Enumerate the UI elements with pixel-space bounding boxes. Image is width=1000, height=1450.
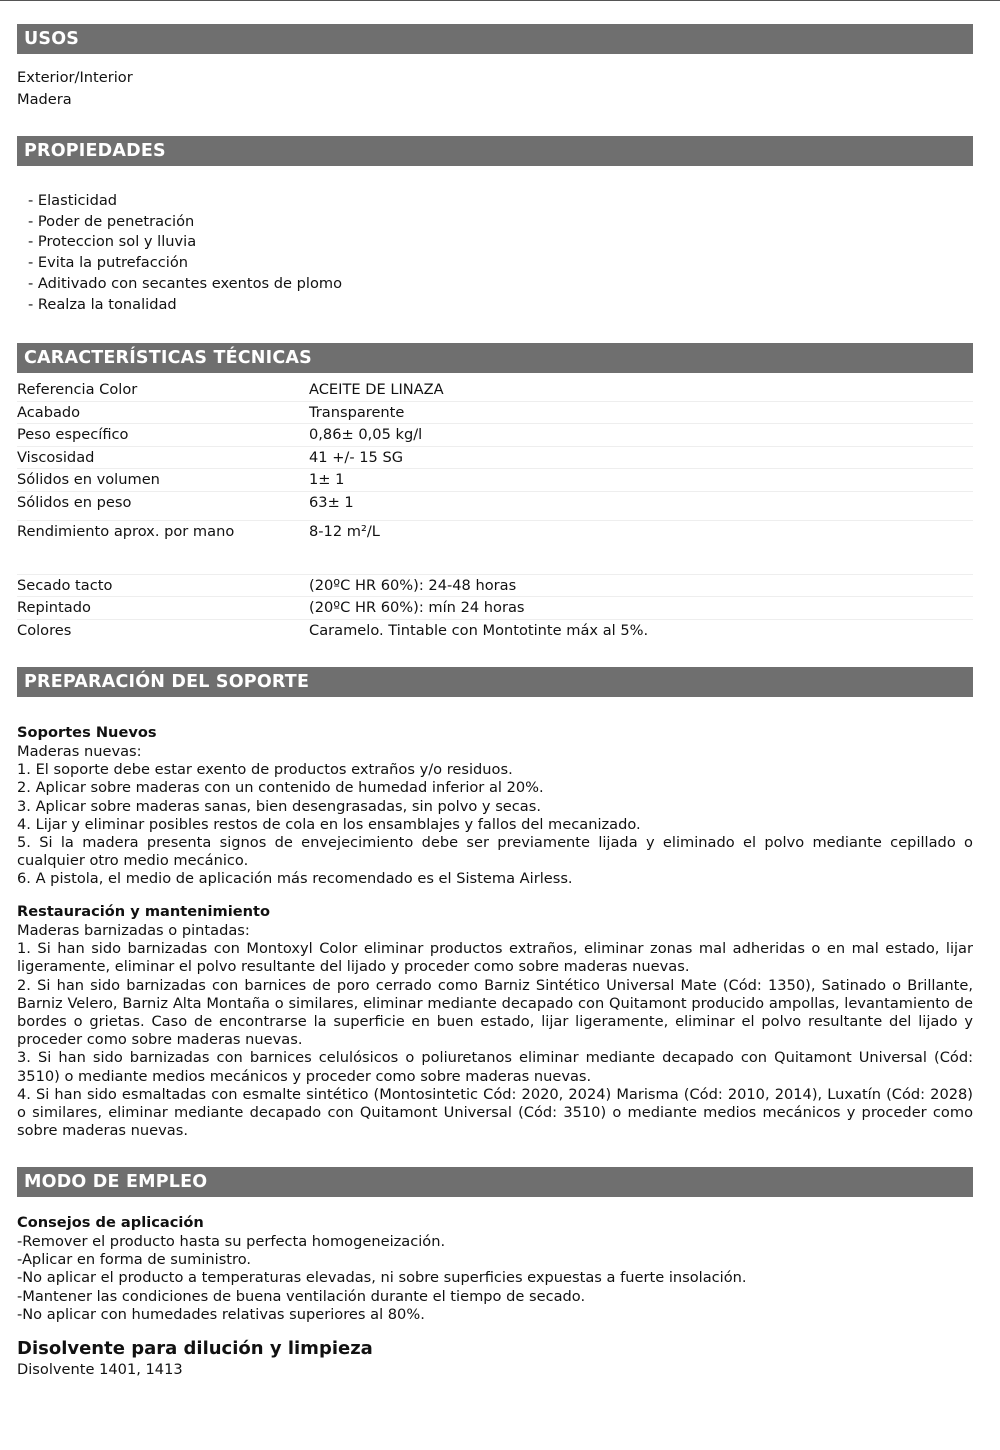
paragraph-line: 3. Si han sido barnizadas con barnices celulósicos o poliuretanos eliminar mediante decapado con Quitamont Universal (Cód: 3510) o mediante medios mecánicos y proceder como sobre maderas nuevas.: [17, 1049, 973, 1085]
spec-key: Acabado: [17, 403, 81, 421]
spec-value: 0,86± 0,05 kg/l: [309, 426, 423, 443]
restauracion-text: [17, 922, 973, 1140]
list-item: - Proteccion sol y lluvia: [28, 232, 984, 253]
paragraph-line: Maderas barnizadas o pintadas:: [17, 922, 250, 939]
spec-value: (20ºC HR 60%): 24-48 horas: [309, 576, 517, 594]
paragraph-line: 1. Si han sido barnizadas con Montoxyl Color eliminar productos extraños, eliminar zonas mal adheridas o en mal estado, lijar ligeramente, eliminar el polvo resultante del lijado y proceder como sobre maderas nuevas.: [17, 940, 973, 976]
spec-value: 8-12 m²/L: [309, 522, 380, 540]
disolvente-title: Disolvente para dilución y limpieza: [17, 1338, 373, 1359]
table-row: [17, 575, 973, 598]
restauracion-block: [17, 902, 973, 1140]
spec-key: Sólidos en volumen: [17, 471, 160, 488]
paragraph-line: -No aplicar con humedades relativas superiores al 80%.: [17, 1305, 425, 1323]
spec-value: (20ºC HR 60%): mín 24 horas: [309, 599, 525, 616]
spec-key: Colores: [17, 621, 72, 639]
list-item: - Realza la tonalidad: [28, 295, 984, 316]
paragraph-line: 5. Si la madera presenta signos de envejecimiento debe ser previamente lijada y eliminado el polvo mediante cepillado o cualquier otro medio mecánico.: [17, 834, 973, 870]
table-row: [17, 402, 973, 425]
table-row: [17, 620, 973, 643]
restauracion-title: Restauración y mantenimiento: [17, 903, 271, 920]
list-item: - Poder de penetración: [28, 212, 984, 233]
paragraph-line: -No aplicar el producto a temperaturas elevadas, ni sobre superficies expuestas a fuerte insolación.: [17, 1269, 747, 1287]
modo-heading: MODO DE EMPLEO: [17, 1167, 973, 1197]
spec-key: Referencia Color: [17, 381, 138, 398]
table-row: [17, 521, 973, 575]
table-row: [17, 492, 973, 521]
consejos-text: [17, 1233, 973, 1324]
disolvente-block: [17, 1338, 973, 1379]
caracteristicas-heading: CARACTERÍSTICAS TÉCNICAS: [17, 343, 973, 373]
table-row: [17, 379, 973, 402]
spec-value: 1± 1: [309, 471, 345, 488]
paragraph-line: 6. A pistola, el medio de aplicación más recomendado es el Sistema Airless.: [17, 870, 573, 888]
paragraph-line: -Remover el producto hasta su perfecta homogeneización.: [17, 1233, 446, 1250]
spec-key: Sólidos en peso: [17, 493, 132, 511]
specs-table: [17, 379, 973, 642]
usos-line: Exterior/Interior: [17, 69, 133, 86]
paragraph-line: 3. Aplicar sobre maderas sanas, bien desengrasadas, sin polvo y secas.: [17, 797, 541, 815]
consejos-title: Consejos de aplicación: [17, 1214, 204, 1231]
spec-key: Rendimiento aprox. por mano: [17, 522, 235, 540]
table-row: [17, 469, 973, 492]
list-item: - Evita la putrefacción: [28, 253, 984, 274]
spec-value: Transparente: [309, 403, 405, 421]
spec-key: Repintado: [17, 599, 91, 616]
spec-value: 41 +/- 15 SG: [309, 448, 404, 466]
soportes-nuevos-text: [17, 743, 973, 889]
spec-key: Peso específico: [17, 426, 129, 443]
consejos-block: [17, 1213, 973, 1324]
soportes-nuevos-title: Soportes Nuevos: [17, 724, 157, 741]
top-rule: [0, 0, 1000, 1]
paragraph-line: 4. Lijar y eliminar posibles restos de cola en los ensamblajes y fallos del mecanizado.: [17, 815, 641, 833]
table-row: [17, 447, 973, 470]
list-item: - Aditivado con secantes exentos de plomo: [28, 274, 984, 295]
table-row: [17, 597, 973, 620]
spec-value: 63± 1: [309, 493, 354, 511]
propiedades-list: [17, 191, 984, 315]
paragraph-line: 2. Aplicar sobre maderas con un contenido de humedad inferior al 20%.: [17, 779, 544, 797]
disolvente-text: Disolvente 1401, 1413: [17, 1361, 183, 1378]
preparacion-heading: PREPARACIÓN DEL SOPORTE: [17, 667, 973, 697]
spec-value: Caramelo. Tintable con Montotinte máx al 5%.: [309, 621, 649, 639]
paragraph-line: -Aplicar en forma de suministro.: [17, 1251, 252, 1269]
usos-line: Madera: [17, 91, 72, 108]
paragraph-line: -Mantener las condiciones de buena ventilación durante el tiempo de secado.: [17, 1287, 586, 1305]
paragraph-line: 4. Si han sido esmaltadas con esmalte sintético (Montosintetic Cód: 2020, 2024) Marisma (Cód: 2010, 2014), Luxatín (Cód: 2028) o similares, eliminar mediante decapado con Quitamont Universal (Cód: 3510) o mediante medios mecánicos y proceder como sobre maderas nuevas.: [17, 1085, 973, 1140]
spec-value: ACEITE DE LINAZA: [309, 381, 444, 398]
paragraph-line: 2. Si han sido barnizadas con barnices de poro cerrado como Barniz Sintético Universal Mate (Cód: 1350), Satinado o Brillante, Barniz Velero, Barniz Alta Montaña o similares, eliminar mediante decapado con Quitamont producido ampollas, levantamiento de bordes o grietas. Caso de encontrarse la superficie en buen estado, lijar ligeramente, eliminar el polvo resultante del lijado y proceder como sobre maderas nuevas.: [17, 976, 973, 1049]
usos-heading: USOS: [17, 24, 973, 54]
spec-key: Viscosidad: [17, 448, 95, 466]
propiedades-heading: PROPIEDADES: [17, 136, 973, 166]
list-item: - Elasticidad: [28, 191, 984, 212]
table-row: [17, 424, 973, 447]
soportes-nuevos-block: [17, 723, 973, 889]
paragraph-line: 1. El soporte debe estar exento de productos extraños y/o residuos.: [17, 761, 513, 779]
paragraph-line: Maderas nuevas:: [17, 743, 142, 760]
usos-list: [17, 67, 973, 111]
spec-key: Secado tacto: [17, 576, 113, 594]
